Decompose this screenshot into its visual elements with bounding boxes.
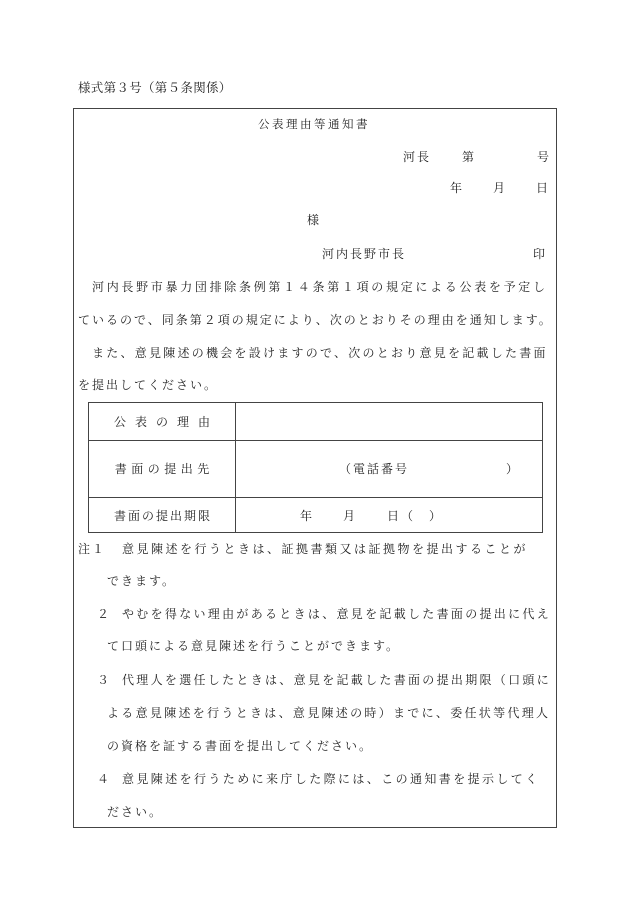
reference-suffix: 号 [537,150,550,164]
reference-prefix: 河長 [403,150,432,164]
table-label-cell [89,403,236,440]
submission-deadline-value [236,498,542,533]
table-row-publication-reason [89,403,542,441]
note-line: やむを得ない理由があるときは、意見を記載した書面の提出に代え [122,607,552,621]
form-number-label: 様式第３号（第５条関係） [78,80,232,95]
note-line: 代理人を選任したときは、意見を記載した書面の提出期限（口頭に [122,673,552,687]
body-line: ているので、同条第２項の規定により、次のとおりその理由を通知します。 [78,313,553,327]
note-line: よる意見陳述を行うときは、意見陳述の時）までに、委任状等代理人 [107,706,551,720]
document-title: 公表理由等通知書 [258,117,370,131]
issuer-name: 河内長野市長 [322,247,407,261]
submission-destination-label: 書面の提出先 [114,462,214,476]
publication-reason-value [236,403,542,440]
note-line: て口頭による意見陳述を行うことができます。 [107,639,401,653]
note-line: の資格を証する書面を提出してください。 [107,739,374,753]
submission-destination-value [236,441,542,497]
date-month: 月 [493,181,506,195]
note-line: 意見陳述を行うために来庁した際には、この通知書を提示してく [122,772,540,786]
table-row-submission-deadline [89,498,542,533]
publication-reason-label: 公表の理由 [113,414,219,429]
deadline-day: 日（ ） [387,509,444,523]
deadline-month: 月 [343,509,356,523]
note-line: ださい。 [107,805,164,819]
body-line: 河内長野市暴力団排除条例第１４条第１項の規定による公表を予定し [92,280,548,294]
note-marker: 注１ [78,542,107,556]
note-line: 意見陳述を行うときは、証拠書類又は証拠物を提出することが [122,542,529,556]
phone-number-open: （電話番号 [339,462,410,476]
deadline-year: 年 [300,509,313,523]
note-line: できます。 [107,574,177,588]
body-line: また、意見陳述の機会を設けますので、次のとおり意見を記載した書面 [92,346,548,360]
table-row-submission-destination [89,441,542,498]
date-day: 日 [536,181,549,195]
note-marker: ２ [97,607,110,621]
submission-deadline-label: 書面の提出期限 [113,508,212,523]
reference-number-label: 第 [462,150,475,164]
addressee-honorific: 様 [307,213,320,227]
date-year: 年 [450,181,463,195]
note-marker: ４ [97,772,110,786]
table-label-cell [89,498,236,533]
phone-number-close: ） [506,462,519,476]
note-marker: ３ [97,673,110,687]
table-label-cell [89,441,236,497]
body-line: を提出してください。 [78,378,219,392]
submission-table [88,402,543,533]
issuer-seal: 印 [533,247,546,261]
